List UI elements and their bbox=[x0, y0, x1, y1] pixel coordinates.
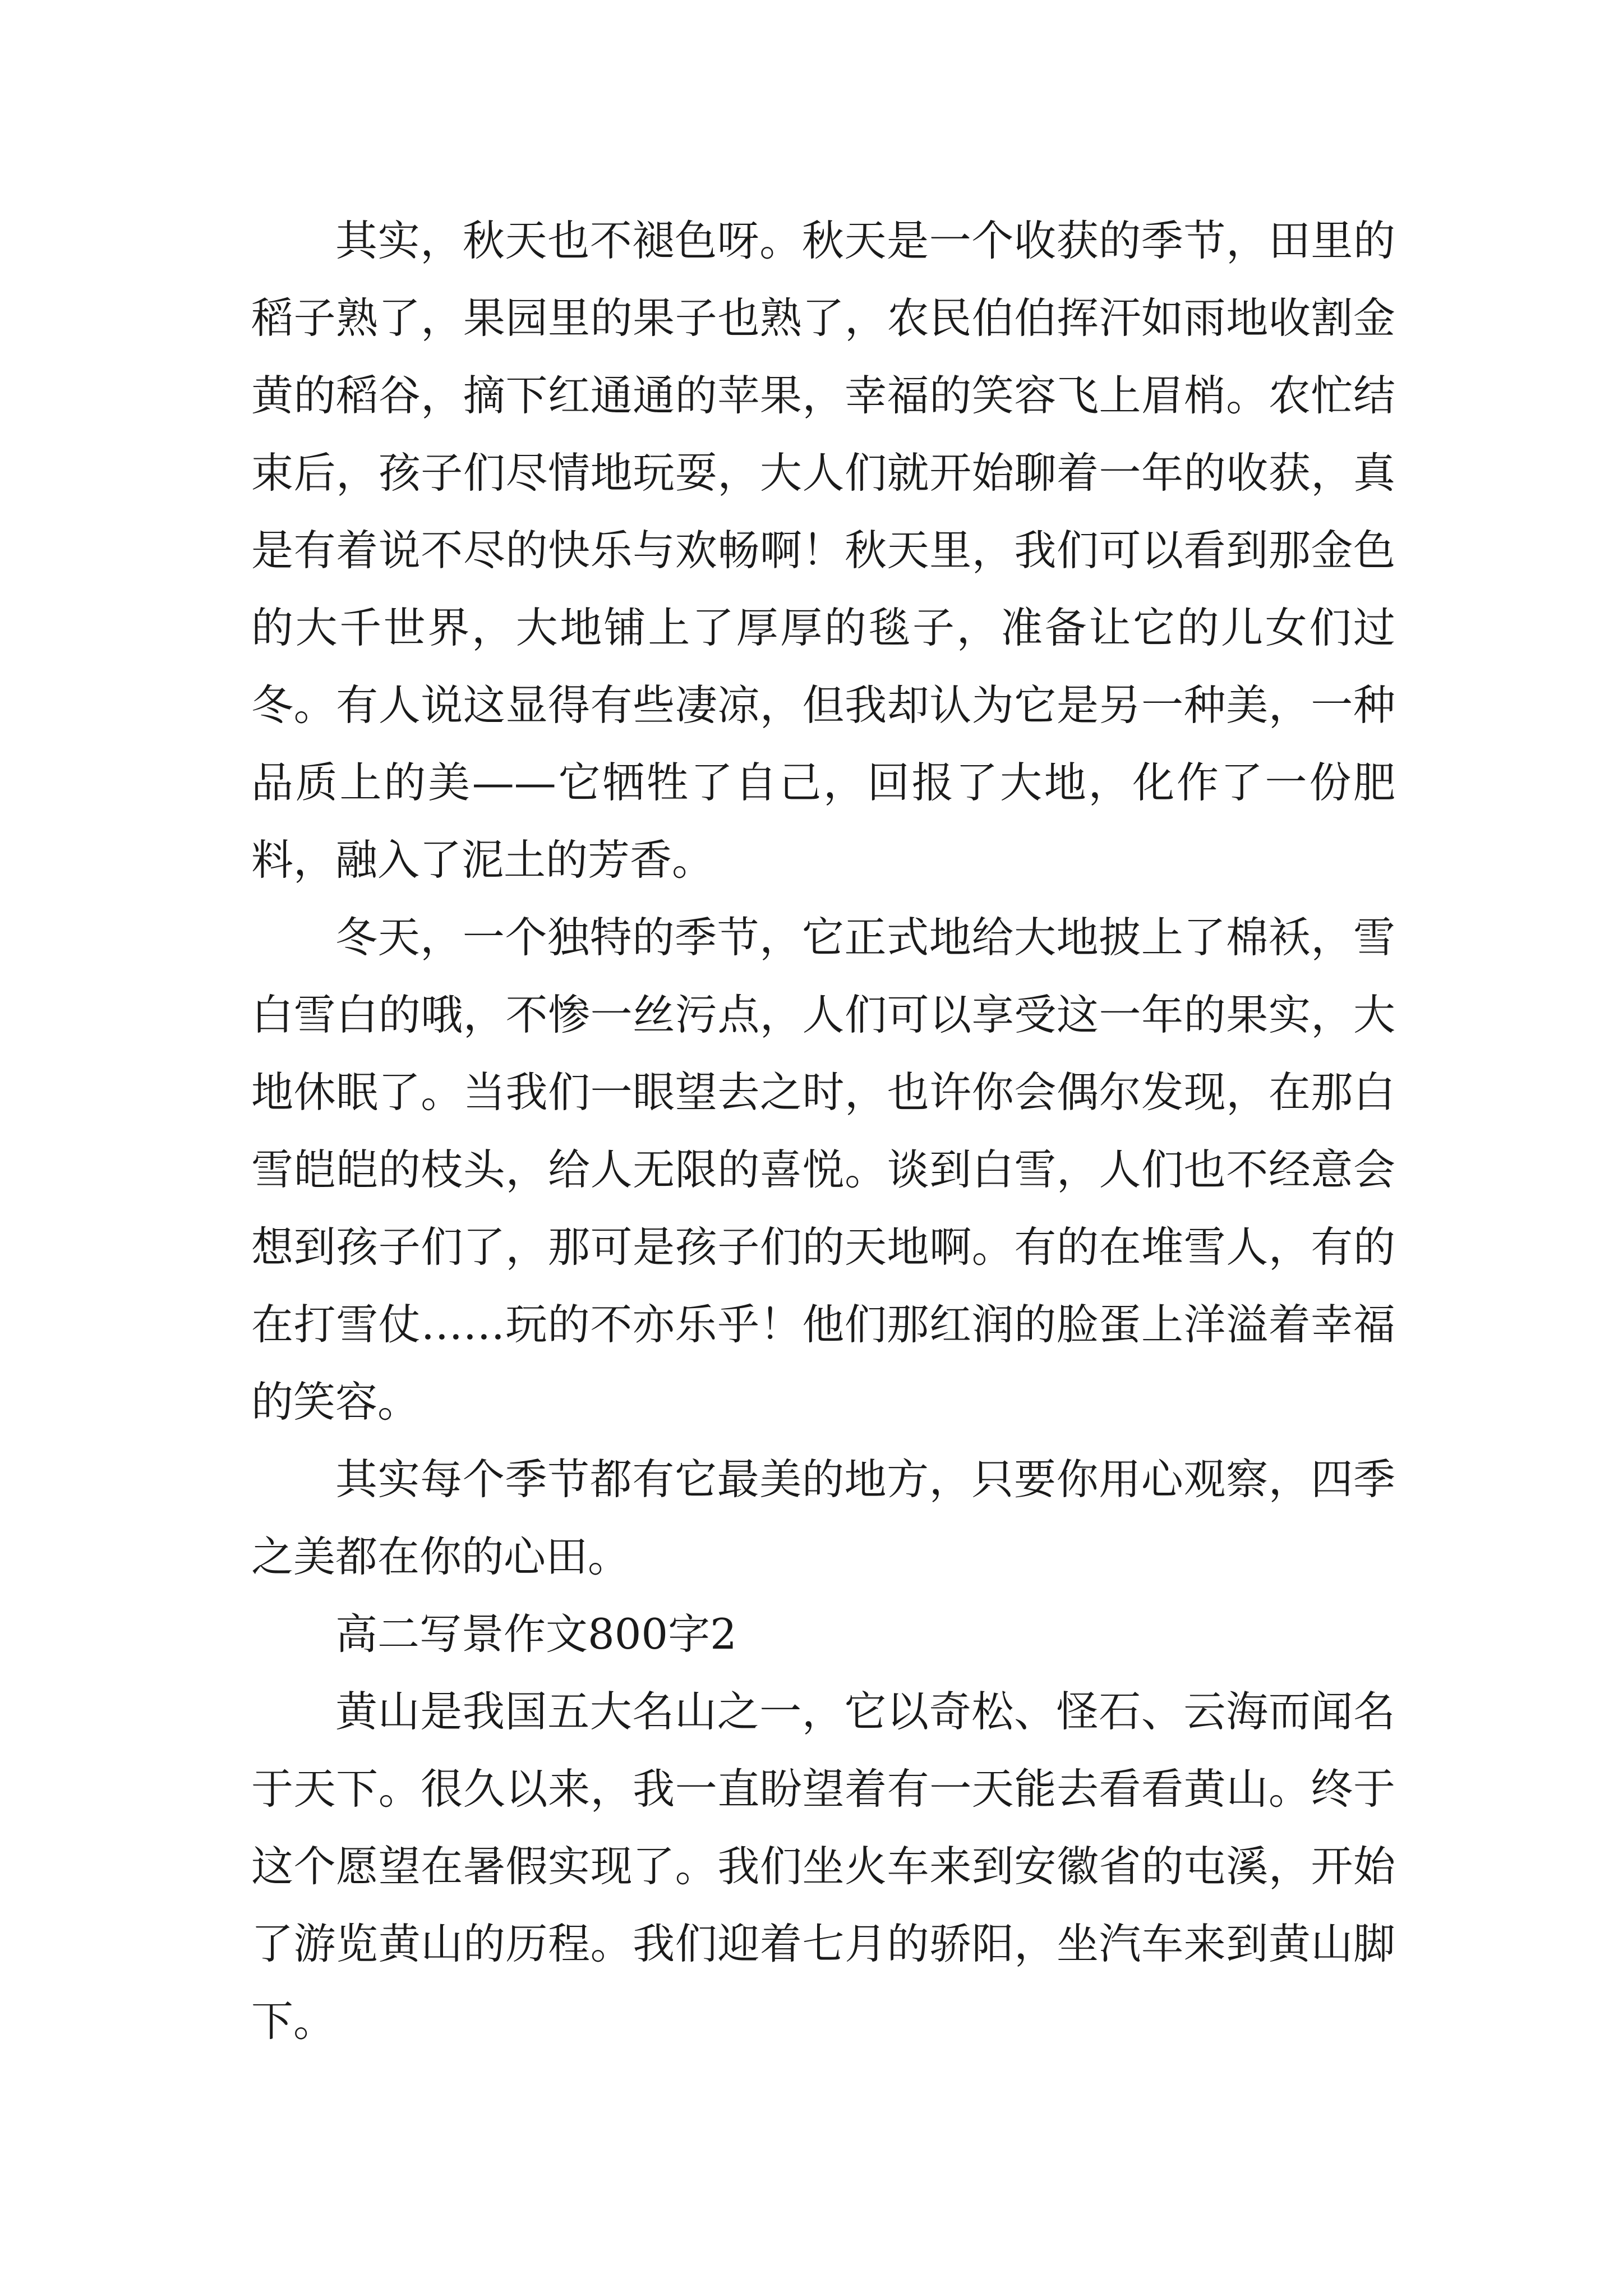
paragraph-winter: 冬天，一个独特的季节，它正式地给大地披上了棉袄，雪白雪白的哦，不惨一丝污点，人们可以享受这一年的果实，大地休眠了。当我们一眼望去之时，也许你会偶尔发现，在那白雪皑皑的枝头，给人无限的喜悦。谈到白雪，人们也不经意会想到孩子们了，那可是孩子们的天地啊。有的在堆雪人，有的在打雪仗……玩的不亦乐乎！他们那红润的脸蛋上洋溢着幸福的笑容。 bbox=[251, 913, 1395, 1427]
document-body bbox=[251, 202, 1395, 2060]
paragraph-autumn: 其实，秋天也不褪色呀。秋天是一个收获的季节，田里的稻子熟了，果园里的果子也熟了，农民伯伯挥汗如雨地收割金黄的稻谷，摘下红通通的苹果，幸福的笑容飞上眉梢。农忙结束后，孩子们尽情地玩耍，大人们就开始聊着一年的收获，真是有着说不尽的快乐与欢畅啊！秋天里，我们可以看到那金色的大千世界，大地铺上了厚厚的毯子，准备让它的儿女们过冬。有人说这显得有些凄凉，但我却认为它是另一种美，一种品质上的美——它牺牲了自己，回报了大地，化作了一份肥料，融入了泥土的芳香。 bbox=[251, 216, 1395, 885]
paragraph-huangshan: 黄山是我国五大名山之一，它以奇松、怪石、云海而闻名于天下。很久以来，我一直盼望着有一天能去看看黄山。终于这个愿望在暑假实现了。我们坐火车来到安徽省的屯溪，开始了游览黄山的历程。我们迎着七月的骄阳，坐汽车来到黄山脚下。 bbox=[251, 1687, 1395, 2046]
essay-heading: 高二写景作文800字2 bbox=[335, 1609, 737, 1659]
paragraph-conclusion: 其实每个季节都有它最美的地方，只要你用心观察，四季之美都在你的心田。 bbox=[251, 1455, 1395, 1581]
